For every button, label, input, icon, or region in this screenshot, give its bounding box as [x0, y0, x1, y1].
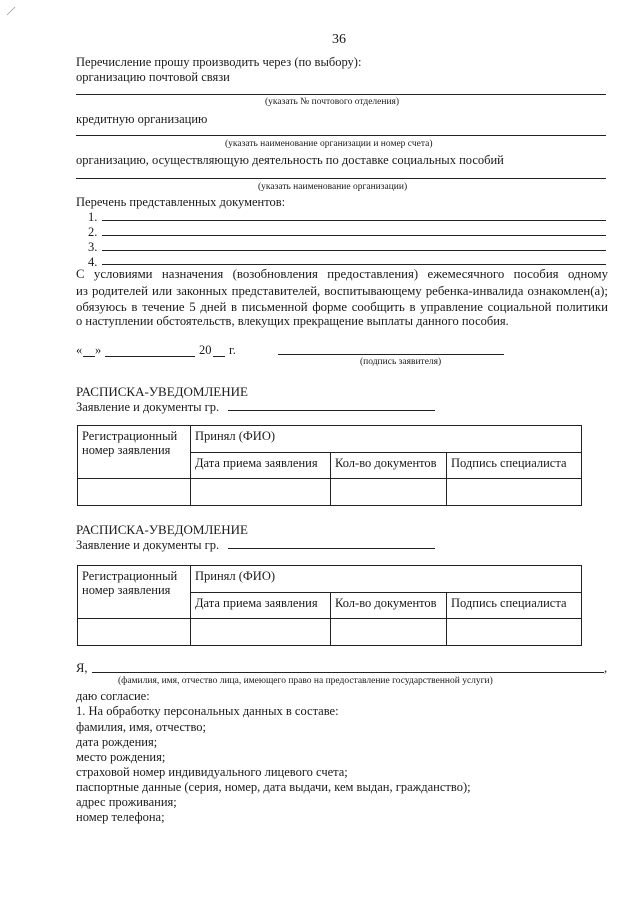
date-quote-close: » — [95, 343, 102, 357]
social-org-hint: (указать наименование организации) — [258, 182, 408, 192]
reg-number-cell[interactable] — [78, 619, 191, 646]
credit-org-hint: (указать наименование организации и номер счета) — [225, 139, 433, 149]
acceptance-date-cell[interactable] — [191, 479, 331, 506]
document-line[interactable] — [102, 264, 606, 265]
consent-ya: Я, — [76, 661, 88, 675]
postal-office-line[interactable] — [76, 94, 606, 95]
reg-number-cell[interactable] — [78, 479, 191, 506]
receipt-title: РАСПИСКА-УВЕДОМЛЕНИЕ — [76, 522, 248, 537]
consent-give: даю согласие: — [76, 689, 150, 703]
date-quote-open: « — [76, 343, 83, 357]
specialist-signature-header: Подпись специалиста — [447, 593, 582, 619]
document-line[interactable] — [102, 250, 606, 251]
specialist-signature-cell[interactable] — [447, 479, 582, 506]
consent-comma: , — [604, 661, 608, 675]
acceptance-date-cell[interactable] — [191, 619, 331, 646]
document-item-number: 2. — [88, 225, 98, 239]
document-line[interactable] — [102, 235, 606, 236]
postal-office-hint: (указать № почтового отделения) — [265, 97, 400, 107]
specialist-signature-header: Подпись специалиста — [447, 453, 582, 479]
receipt-citizen-line[interactable] — [228, 410, 435, 411]
reg-number-header: Регистрационный номер заявления — [78, 566, 191, 619]
corner-mark-icon — [6, 6, 16, 16]
receipt-title: РАСПИСКА-УВЕДОМЛЕНИЕ — [76, 384, 248, 399]
document-count-header: Кол-во документов — [331, 593, 447, 619]
document-item-number: 1. — [88, 210, 98, 224]
consent-item-1: 1. На обработку персональных данных в составе: — [76, 704, 339, 718]
personal-data-field: паспортные данные (серия, номер, дата выдачи, кем выдан, гражданство); — [76, 780, 471, 794]
conditions-line: обязуюсь в течение 5 дней в письменной форме сообщить в управление социальной политики — [76, 300, 608, 314]
month-line[interactable] — [105, 356, 195, 357]
year-suffix: г. — [229, 343, 236, 357]
option-postal: организацию почтовой связи — [76, 70, 230, 84]
conditions-line: о наступлении обстоятельств, влекущих прекращение выплаты данного пособия. — [76, 314, 509, 328]
acceptance-date-header: Дата приема заявления — [191, 593, 331, 619]
acceptance-date-header: Дата приема заявления — [191, 453, 331, 479]
conditions-line: из родителей или законных представителей, воспитывающему ребенка-инвалида ознакомлен(а); — [76, 284, 608, 298]
applicant-signature-hint: (подпись заявителя) — [360, 357, 442, 367]
document-count-header: Кол-во документов — [331, 453, 447, 479]
social-org-line[interactable] — [76, 178, 606, 179]
documents-heading: Перечень представленных документов: — [76, 195, 286, 209]
personal-data-field: номер телефона; — [76, 810, 165, 824]
personal-data-field: страховой номер индивидуального лицевого счета; — [76, 765, 348, 779]
personal-data-field: фамилия, имя, отчество; — [76, 720, 207, 734]
year-line[interactable] — [213, 356, 225, 357]
receipt-subtitle: Заявление и документы гр. — [76, 400, 220, 414]
specialist-signature-cell[interactable] — [447, 619, 582, 646]
option-social-delivery: организацию, осуществляющую деятельность по доставке социальных пособий — [76, 153, 504, 167]
receipt-table — [77, 425, 582, 506]
document-item-number: 3. — [88, 240, 98, 254]
personal-data-field: место рождения; — [76, 750, 166, 764]
accepted-by-header: Принял (ФИО) — [191, 566, 582, 593]
accepted-by-header: Принял (ФИО) — [191, 426, 582, 453]
receipt-table — [77, 565, 582, 646]
day-line[interactable] — [83, 356, 95, 357]
payment-heading: Перечисление прошу производить через (по выбору): — [76, 55, 362, 69]
receipt-citizen-line[interactable] — [228, 548, 435, 549]
personal-data-field: адрес проживания; — [76, 795, 177, 809]
document-line[interactable] — [102, 220, 606, 221]
credit-org-line[interactable] — [76, 135, 606, 136]
consent-name-hint: (фамилия, имя, отчество лица, имеющего право на предоставление государственной услуги) — [118, 676, 493, 686]
personal-data-field: дата рождения; — [76, 735, 158, 749]
document-item-number: 4. — [88, 255, 98, 269]
reg-number-header: Регистрационный номер заявления — [78, 426, 191, 479]
consent-name-line[interactable] — [92, 672, 604, 673]
applicant-signature-line[interactable] — [278, 354, 504, 355]
option-credit: кредитную организацию — [76, 112, 208, 126]
conditions-line: С условиями назначения (возобновления предоставления) ежемесячного пособия одному — [76, 267, 608, 281]
document-count-cell[interactable] — [331, 619, 447, 646]
document-count-cell[interactable] — [331, 479, 447, 506]
year-prefix: 20 — [199, 343, 212, 357]
receipt-subtitle: Заявление и документы гр. — [76, 538, 220, 552]
page-number: 36 — [332, 32, 346, 47]
